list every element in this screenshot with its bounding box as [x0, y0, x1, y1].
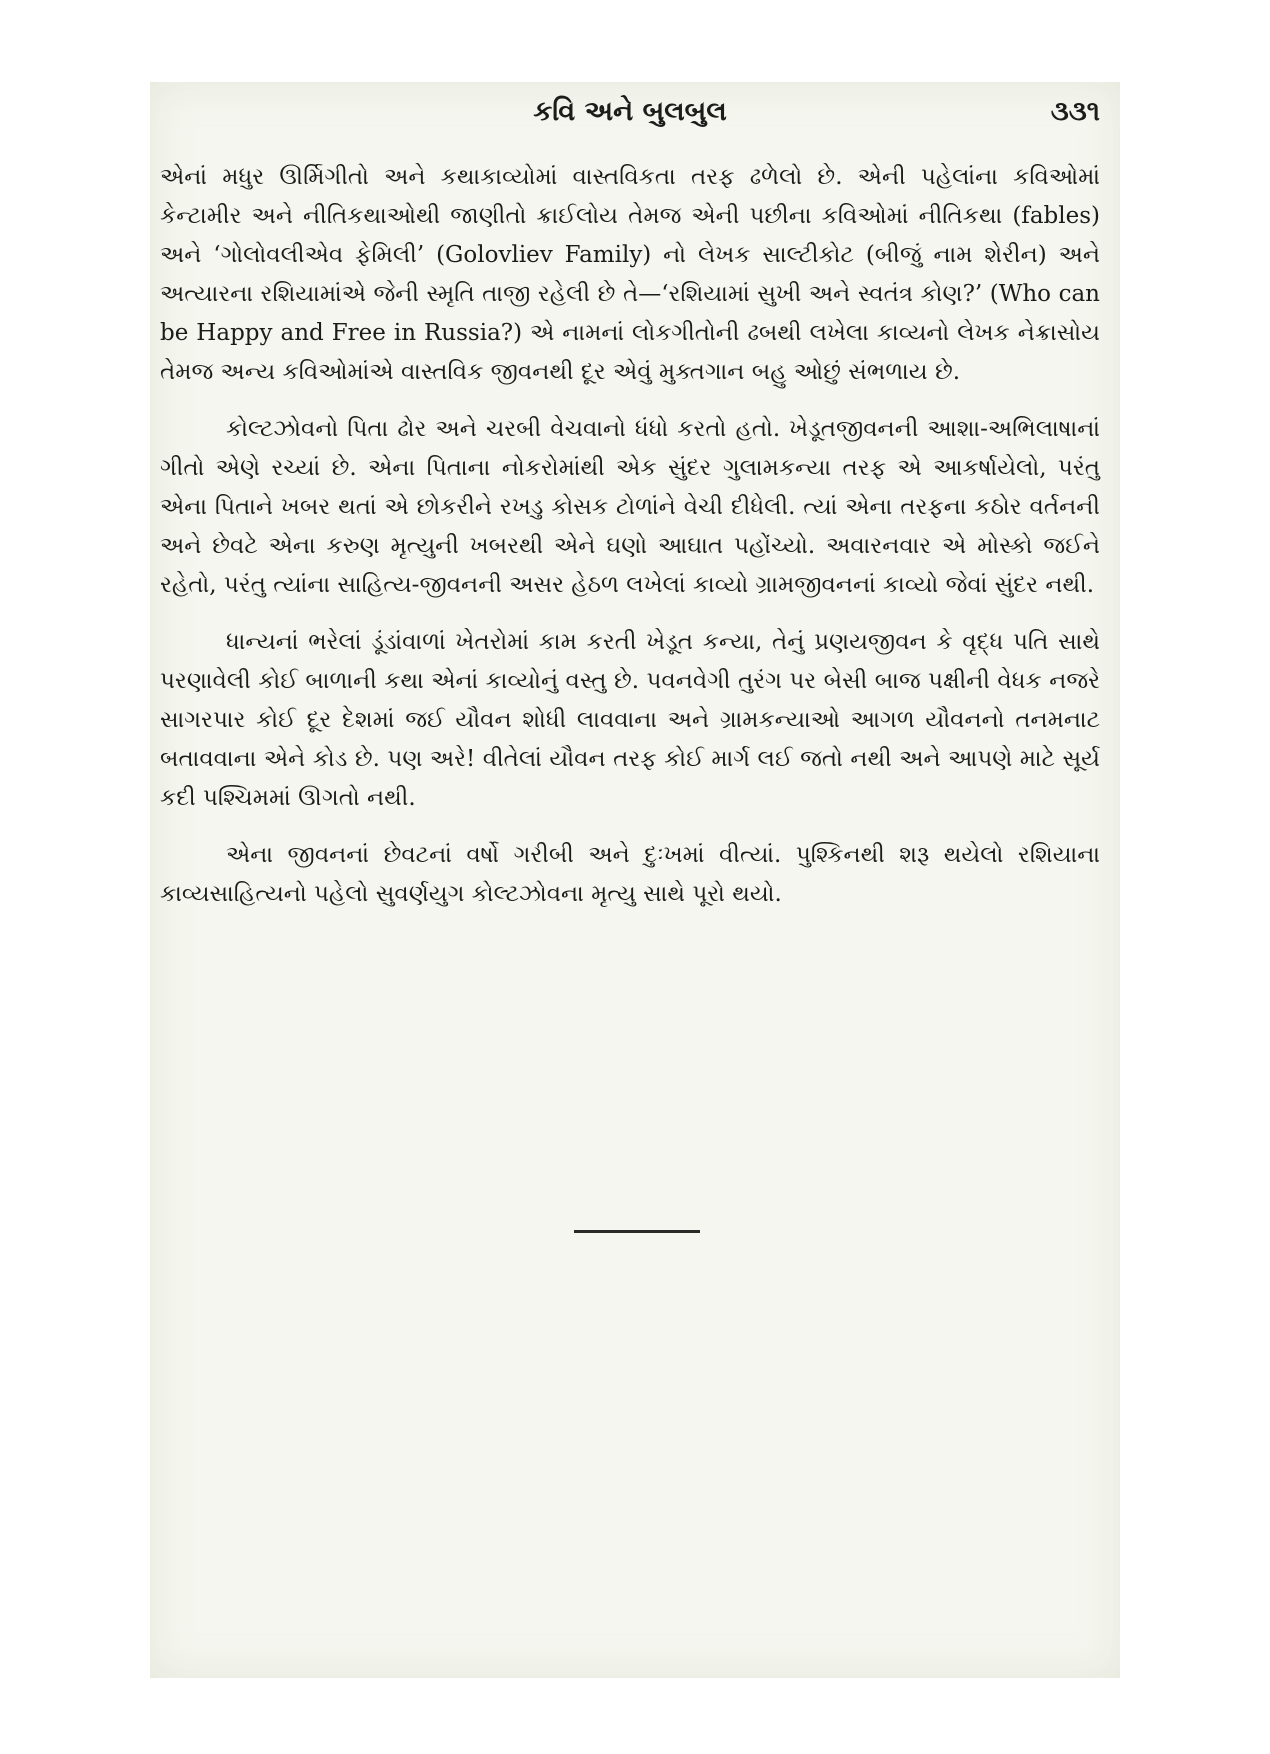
running-title: કવિ અને બુલબુલ — [533, 96, 727, 127]
paragraph-poem-themes: ધાન્યનાં ભરેલાં ડૂંડાંવાળાં ખેતરોમાં કામ કરતી ખેડૂત કન્યા, તેનું પ્રણયજીવન કે વૃદ્ધ પતિ સાથે પરણાવેલી કોઈ બાળાની કથા એનાં કાવ્યોનું વસ્તુ છે. પવનવેગી તુરંગ પર બેસી બાજ પક્ષીની વેધક નજરે સાગરપાર કોઈ દૂર દેશમાં જઈ યૌવન શોધી લાવવાના અને ગ્રામકન્યાઓ આગળ યૌવનનો તનમનાટ બતાવવાના એને કોડ છે. પણ અરે! વીતેલાં યૌવન તરફ કોઈ માર્ગ લઈ જતો નથી અને આપણે માટે સૂર્ય કદી પશ્ચિમમાં ઊગતો નથી. — [160, 629, 1100, 811]
paragraph-continued: એનાં મધુર ઊર્મિગીતો અને કથાકાવ્યોમાં વાસ્તવિકતા તરફ ઢળેલો છે. એની પહેલાંના કવિઓમાં કેન્ટામીર અને નીતિકથાઓથી જાણીતો ક્રાઈલોય તેમજ એની પછીના કવિઓમાં નીતિકથા (fables) અને ‘ગોલોવલીએવ ફેમિલી’ (Golovliev Family) નો લેખક સાલ્ટીકોટ (બીજું નામ શેરીન) અને અત્યારના રશિયામાંએ જેની સ્મૃતિ તાજી રહેલી છે તે—‘રશિયામાં સુખી અને સ્વતંત્ર કોણ?’ (Who can be Happy and Free in Russia?) એ નામનાં લોકગીતોની ઢબથી લખેલા કાવ્યનો લેખક નેક્રાસોય તેમજ અન્ય કવિઓમાંએ વાસ્તવિક જીવનથી દૂર એવું મુક્તગાન બહુ ઓછું સંભળાય છે. — [160, 164, 1100, 385]
paragraph-final-years: એના જીવનનાં છેવટનાં વર્ષો ગરીબી અને દુઃખમાં વીત્યાં. પુશ્કિનથી શરૂ થયેલો રશિયાના કાવ્યસાહિત્યનો પહેલો સુવર્ણયુગ કોલ્ટઝોવના મૃત્યુ સાથે પૂરો થયો. — [160, 842, 1100, 907]
page-number: ૩૩૧ — [1050, 96, 1100, 127]
running-head — [160, 96, 1100, 136]
paragraph-koltsov-father: કોલ્ટઝોવનો પિતા ઢોર અને ચરબી વેચવાનો ધંધો કરતો હતો. ખેડૂતજીવનની આશા-અભિલાષાનાં ગીતો એણે રચ્યાં છે. એના પિતાના નોકરોમાંથી એક સુંદર ગુલામકન્યા તરફ એ આકર્ષાયેલો, પરંતુ એના પિતાને ખબર થતાં એ છોકરીને રખડુ કોસક ટોળાંને વેચી દીધેલી. ત્યાં એના તરફના કઠોર વર્તનની અને છેવટે એના કરુણ મૃત્યુની ખબરથી એને ઘણો આઘાત પહોંચ્યો. અવારનવાર એ મોસ્કો જઈને રહેતો, પરંતુ ત્યાંના સાહિત્ય-જીવનની અસર હેઠળ લખેલાં કાવ્યો ગ્રામજીવનનાં કાવ્યો જેવાં સુંદર નથી. — [160, 416, 1100, 598]
section-end-rule — [574, 1230, 700, 1233]
body-text — [160, 158, 1100, 932]
